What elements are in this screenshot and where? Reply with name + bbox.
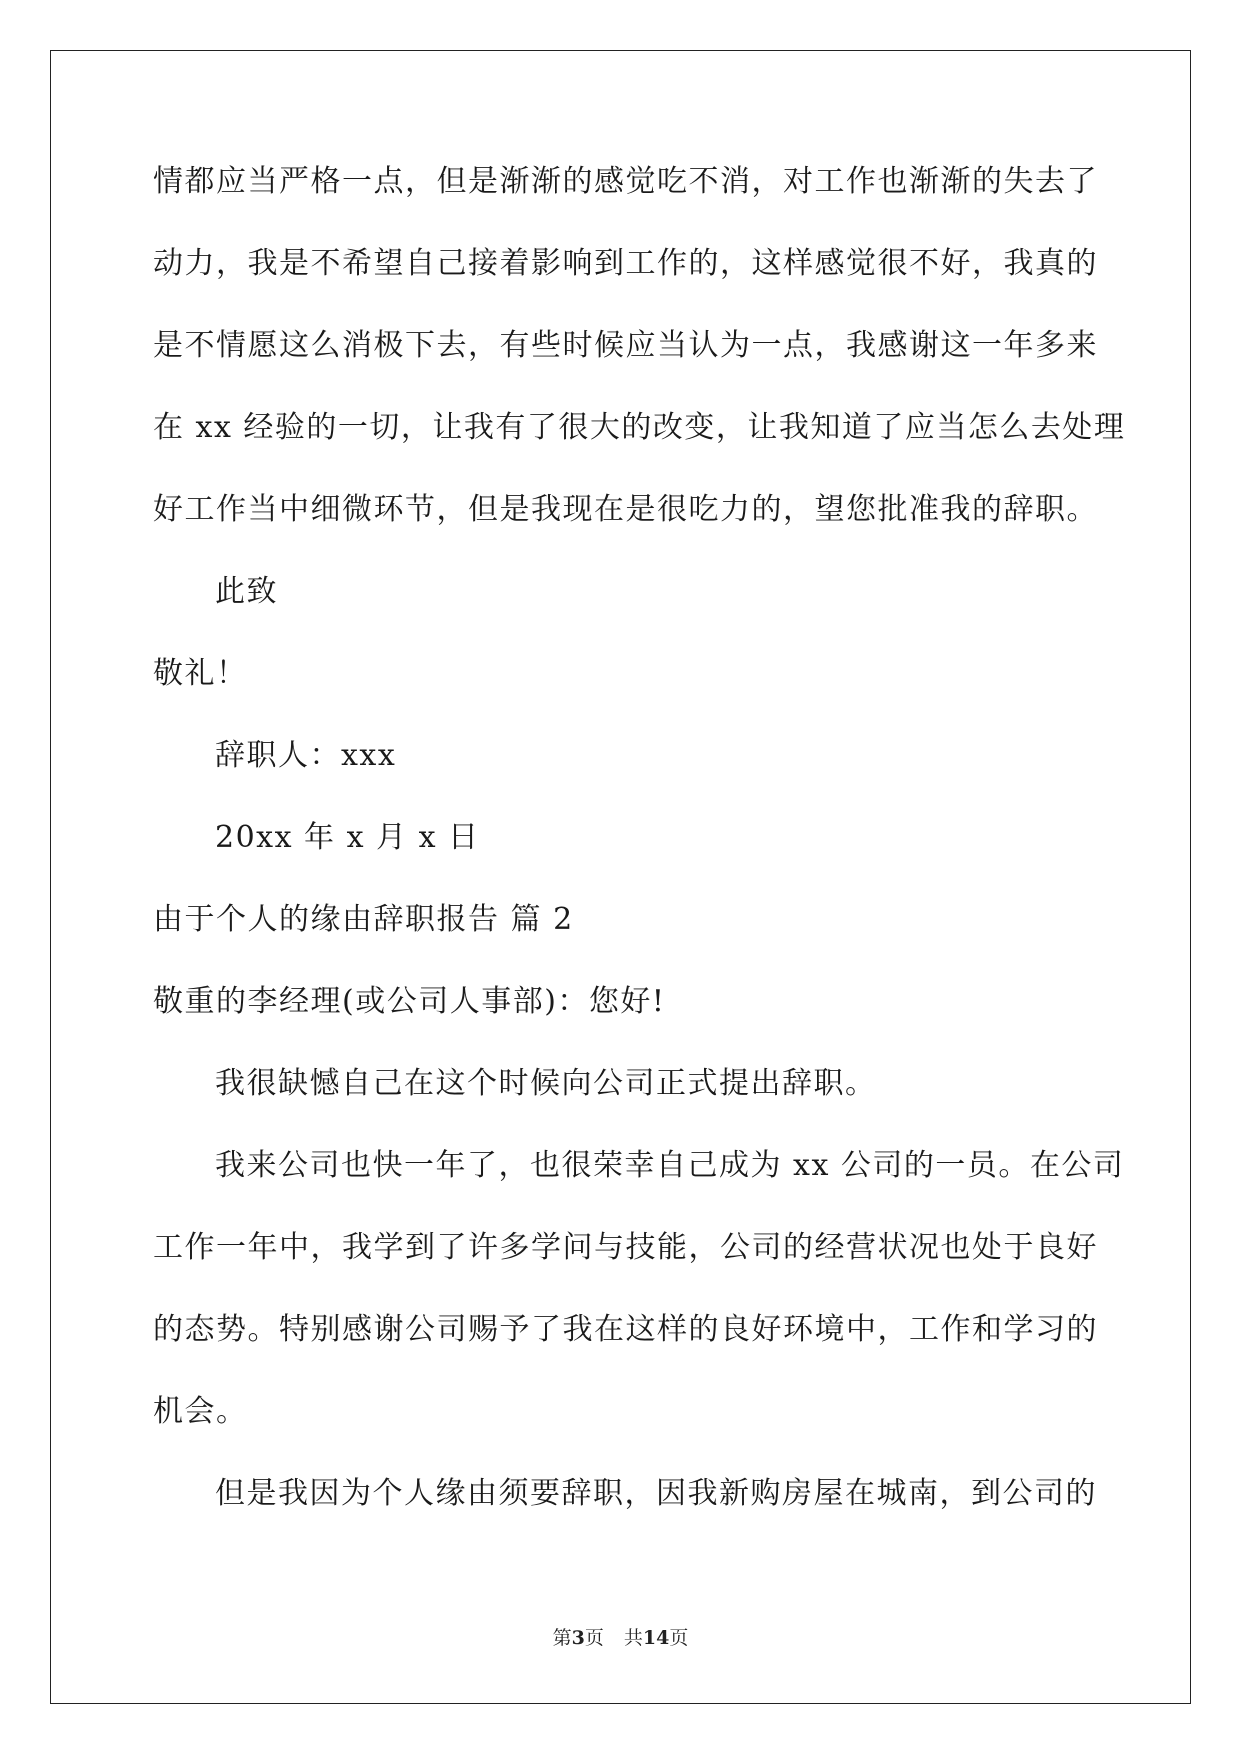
page-prefix: 第 (552, 1627, 572, 1649)
paragraph-line: 的态势。特别感谢公司赐予了我在这样的良好环境中，工作和学习的 (153, 1312, 1098, 1347)
total-suffix: 页 (669, 1627, 689, 1649)
total-pages: 14 (642, 1627, 670, 1649)
paragraph-line: 机会。 (153, 1394, 248, 1429)
document-body (153, 152, 1126, 1546)
total-prefix: 共 (623, 1627, 643, 1649)
paragraph-line: 动力，我是不希望自己接着影响到工作的，这样感觉很不好，我真的 (153, 246, 1098, 281)
signature-name: 辞职人：xxx (215, 738, 397, 773)
paragraph-line: 我来公司也快一年了，也很荣幸自己成为 xx 公司的一员。在公司 (215, 1148, 1125, 1183)
section-heading: 由于个人的缘由辞职报告 篇 2 (153, 902, 574, 937)
page-number: 3 (571, 1627, 585, 1649)
page-footer (0, 1626, 1241, 1650)
paragraph-line: 我很缺憾自己在这个时候向公司正式提出辞职。 (215, 1066, 877, 1101)
signature-date: 20xx 年 x 月 x 日 (215, 820, 480, 855)
paragraph-line: 在 xx 经验的一切，让我有了很大的改变，让我知道了应当怎么去处理 (153, 410, 1126, 445)
paragraph-line: 但是我因为个人缘由须要辞职，因我新购房屋在城南，到公司的 (215, 1476, 1097, 1511)
paragraph-line: 情都应当严格一点，但是渐渐的感觉吃不消，对工作也渐渐的失去了 (153, 164, 1098, 199)
paragraph-line: 是不情愿这么消极下去，有些时候应当认为一点，我感谢这一年多来 (153, 328, 1098, 363)
paragraph-line: 工作一年中，我学到了许多学问与技能，公司的经营状况也处于良好 (153, 1230, 1098, 1265)
closing-salutation: 此致 (215, 574, 278, 609)
letter-greeting: 敬重的李经理(或公司人事部)：您好! (153, 984, 666, 1019)
paragraph-line: 好工作当中细微环节，但是我现在是很吃力的，望您批准我的辞职。 (153, 492, 1098, 527)
closing-regards: 敬礼！ (153, 656, 248, 691)
page-suffix: 页 (584, 1627, 604, 1649)
